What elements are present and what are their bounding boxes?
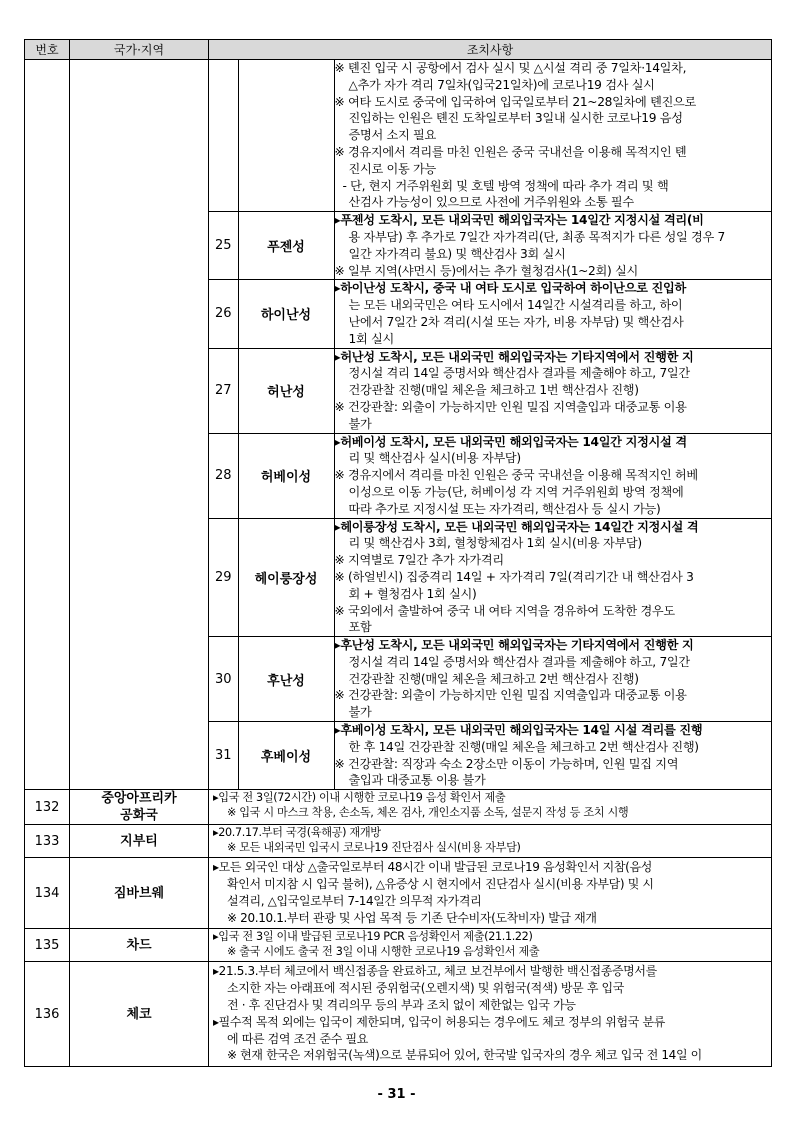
table-row xyxy=(25,825,772,858)
province-detail: ▸푸젠성 도착시, 모든 내외국민 해외입국자는 14일간 지정시설 격리(비 용 자부담) 후 추가로 7일간 자가격리(단, 최종 목적지가 다른 성일 경우 7 일간 자가격리 불요) 및 핵산검사 3회 실시 ※ 일부 지역(샤먼시 등)에서는 추가 혈청검사(1~2회) 실시 xyxy=(334,212,771,280)
country-name: 체코 xyxy=(70,962,209,1067)
china-continued-row xyxy=(25,60,772,790)
country-name: 중앙아프리카 공화국 xyxy=(70,790,209,825)
province-detail: ▸하이난성 도착시, 중국 내 여타 도시로 입국하여 하이난으로 진입하 는 모든 내외국민은 여타 도시에서 14일간 시설격리를 하고, 하이 난에서 7일간 2차 격리(시설 또는 자가, 비용 자부담) 및 핵산검사 1회 실시 xyxy=(334,280,771,348)
table-row xyxy=(25,929,772,962)
country-name: 지부티 xyxy=(70,825,209,858)
province-row xyxy=(209,637,771,722)
province-detail: ▸헤이룽장성 도착시, 모든 내외국민 해외입국자는 14일간 지정시설 격 리 및 핵산검사 3회, 혈청항체검사 1회 실시(비용 자부담) ※ 지역별로 7일간 추가 자가격리 ※ (하얼빈시) 집중격리 14일 + 자가격리 7일(격리기간 내 핵산검사 3 회 + 혈청검사 1회 실시) ※ 국외에서 출발하여 중국 내 여타 지역을 경유하여 도착한 경우도 포함 xyxy=(334,518,771,637)
china-provinces-cell xyxy=(209,60,772,790)
province-row xyxy=(209,348,771,433)
province-row xyxy=(209,212,771,280)
country-measures: ▸모든 외국인 대상 △출국일로부터 48시간 이내 발급된 코로나19 음성확인서 지참(음성 확인서 미지참 시 입국 불허), △유증상 시 현지에서 진단검사 실시(비용 자부담) 및 시 설격리, △입국일로부터 7-14일간 의무적 자가격리 ※ 20.10.1.부터 관광 및 사업 목적 등 기존 단수비자(도착비자) 발급 재개 xyxy=(209,858,772,929)
row-num: 135 xyxy=(25,929,70,962)
country-name: 차드 xyxy=(70,929,209,962)
province-num: 29 xyxy=(209,518,238,637)
header-measures: 조치사항 xyxy=(209,40,772,60)
province-row xyxy=(209,280,771,348)
province-row xyxy=(209,722,771,790)
country-measures: ▸20.7.17.부터 국경(육해공) 재개방 ※ 모든 내외국민 입국시 코로나19 진단검사 실시(비용 자부담) xyxy=(209,825,772,858)
province-name: 허베이성 xyxy=(238,433,334,518)
china-num-cell xyxy=(25,60,70,790)
country-measures: ▸입국 전 3일 이내 발급된 코로나19 PCR 음성확인서 제출(21.1.22) ※ 출국 시에도 출국 전 3일 이내 시행한 코로나19 음성확인서 제출 xyxy=(209,929,772,962)
table-row xyxy=(25,790,772,825)
country-measures: ▸21.5.3.부터 체코에서 백신접종을 완료하고, 체코 보건부에서 발행한 백신접종증명서를 소지한 자는 아래표에 적시된 중위험국(오렌지색) 및 위험국(적색) 방문 후 입국 전 · 후 진단검사 및 격리의무 등의 부과 조치 없이 제한없는 입국 가능 ▸필수적 목적 외에는 입국이 제한되며, 입국이 허용되는 경우에도 체코 정부의 위험국 분류 에 따른 검역 조건 준수 필요 ※ 현재 한국은 저위험국(녹색)으로 분류되어 있어, 한국발 입국자의 경우 체코 입국 전 14일 이 xyxy=(209,962,772,1067)
header-country: 국가·지역 xyxy=(70,40,209,60)
province-num: 26 xyxy=(209,280,238,348)
province-row xyxy=(209,518,771,637)
province-detail: ▸후난성 도착시, 모든 내외국민 해외입국자는 기타지역에서 진행한 지 정시설 격리 14일 증명서와 핵산검사 결과를 제출해야 하고, 7일간 건강관찰 진행(매일 체온을 체크하고 2번 핵산검사 진행) ※ 건강관찰: 외출이 가능하지만 인원 밀집 지역출입과 대중교통 이용 불가 xyxy=(334,637,771,722)
page-number: - 31 - xyxy=(377,1087,416,1102)
province-num: 27 xyxy=(209,348,238,433)
province-name: 후베이성 xyxy=(238,722,334,790)
province-num: 28 xyxy=(209,433,238,518)
table-row xyxy=(25,962,772,1067)
province-name: 헤이룽장성 xyxy=(238,518,334,637)
province-name: 후난성 xyxy=(238,637,334,722)
province-table xyxy=(209,60,771,789)
province-num: 30 xyxy=(209,637,238,722)
province-detail: ▸허난성 도착시, 모든 내외국민 해외입국자는 기타지역에서 진행한 지 정시설 격리 14일 증명서와 핵산검사 결과를 제출해야 하고, 7일간 건강관찰 진행(매일 체온을 체크하고 1번 핵산검사 진행) ※ 건강관찰: 외출이 가능하지만 인원 밀집 지역출입과 대중교통 이용 불가 xyxy=(334,348,771,433)
row-num: 134 xyxy=(25,858,70,929)
tianjin-detail: ※ 톈진 입국 시 공항에서 검사 실시 및 △시설 격리 중 7일차·14일차, △추가 자가 격리 7일차(입국21일차)에 코로나19 검사 실시 ※ 여타 도시로 중국에 입국하여 입국일로부터 21~28일차에 톈진으로 진입하는 인원은 톈진 도착일로부터 3일내 실시한 코로나19 음성 증명서 소지 필요 ※ 경유지에서 격리를 마친 인원은 중국 국내선을 이용해 목적지인 톈 진시로 이동 가능 - 단, 현지 거주위원회 및 호텔 방역 정책에 따라 추가 격리 및 핵 산검사 가능성이 있으므로 사전에 거주위원와 소통 필수 xyxy=(334,60,771,212)
table-row xyxy=(25,858,772,929)
province-name: 허난성 xyxy=(238,348,334,433)
row-num: 132 xyxy=(25,790,70,825)
province-num: 31 xyxy=(209,722,238,790)
measures-table xyxy=(24,39,772,1067)
china-country-cell xyxy=(70,60,209,790)
country-measures: ▸입국 전 3일(72시간) 이내 시행한 코로나19 음성 확인서 제출 ※ 입국 시 마스크 착용, 손소독, 체온 검사, 개인소지품 소독, 설문지 작성 등 조치 시행 xyxy=(209,790,772,825)
province-name: 하이난성 xyxy=(238,280,334,348)
province-row-tianjin xyxy=(209,60,771,212)
country-name: 짐바브웨 xyxy=(70,858,209,929)
row-num: 133 xyxy=(25,825,70,858)
province-detail: ▸허베이성 도착시, 모든 내외국민 해외입국자는 14일간 지정시설 격 리 및 핵산검사 실시(비용 자부담) ※ 경유지에서 격리를 마친 인원은 중국 국내선을 이용해 목적지인 허베 이성으로 이동 가능(단, 허베이성 각 지역 거주위원회 방역 정책에 따라 추가로 지정시설 또는 자가격리, 핵산검사 등 실시 가능) xyxy=(334,433,771,518)
province-row xyxy=(209,433,771,518)
province-name: 푸젠성 xyxy=(238,212,334,280)
row-num: 136 xyxy=(25,962,70,1067)
province-detail: ▸후베이성 도착시, 모든 내외국민 해외입국자는 14일 시설 격리를 진행 한 후 14일 건강관찰 진행(매일 체온을 체크하고 2번 핵산검사 진행) ※ 건강관찰: 직장과 숙소 2장소만 이동이 가능하며, 인원 밀집 지역 출입과 대중교통 이용 불가 xyxy=(334,722,771,790)
header-no: 번호 xyxy=(25,40,70,60)
table-header-row xyxy=(25,40,772,60)
province-num: 25 xyxy=(209,212,238,280)
